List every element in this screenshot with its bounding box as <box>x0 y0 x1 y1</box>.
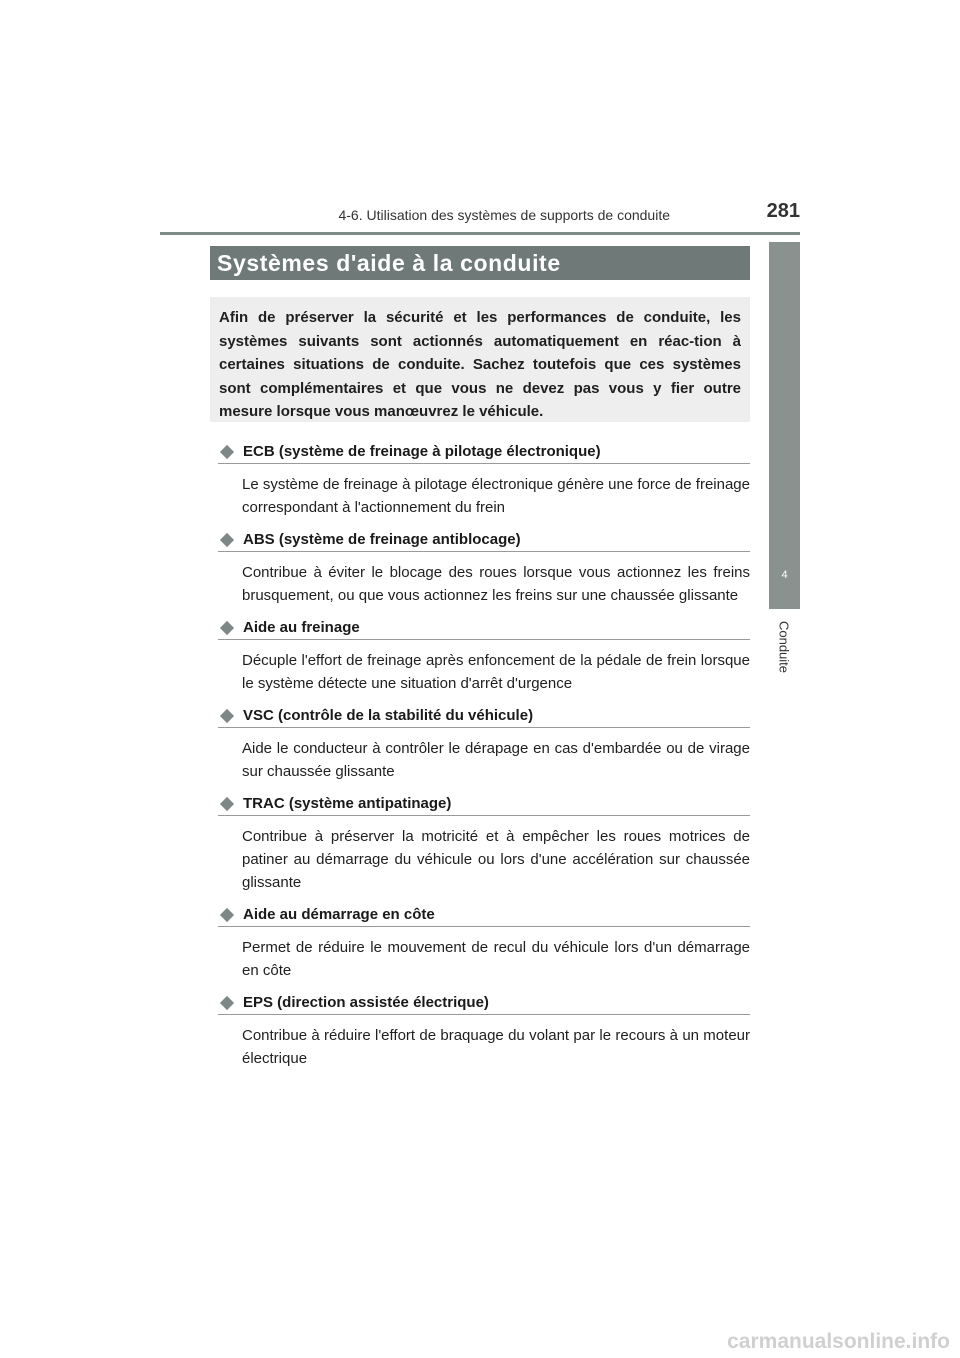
intro-text: Afin de préserver la sécurité et les performances de conduite, les systèmes suivants sont actionnés automatiquement en réac-tion à certaines situations de conduite. Sachez toutefois que ces systèmes sont complémentaires et que vous ne devez pas vous y fier outre mesure lorsque vous manœuvrez le véhicule. <box>219 309 741 420</box>
feature-heading <box>218 991 750 1015</box>
feature-title: Aide au démarrage en côte <box>243 906 435 923</box>
feature-title: ABS (système de freinage antiblocage) <box>243 531 521 548</box>
diamond-bullet-icon <box>220 796 234 810</box>
feature-description: Permet de réduire le mouvement de recul du véhicule lors d'un démarrage en côte <box>242 939 750 979</box>
section-title: Systèmes d'aide à la conduite <box>217 250 561 276</box>
intro-box <box>210 297 750 422</box>
chapter-number: 4 <box>781 569 788 581</box>
feature-description: Contribue à éviter le blocage des roues lorsque vous actionnez les freins brusquement, ou que vous actionnez les freins sur une chaussée glissante <box>242 564 750 604</box>
watermark: carmanualsonline.info <box>727 1330 950 1353</box>
feature-heading <box>218 528 750 552</box>
feature-item-hill-start <box>218 903 750 982</box>
chapter-tab <box>769 242 800 609</box>
feature-item-abs <box>218 528 750 607</box>
feature-description: Aide le conducteur à contrôler le dérapage en cas d'embardée ou de virage sur chaussée glissante <box>242 740 750 780</box>
page-number: 281 <box>766 200 800 222</box>
feature-item-trac <box>218 792 750 894</box>
feature-heading <box>218 903 750 927</box>
feature-title: EPS (direction assistée électrique) <box>243 994 489 1011</box>
feature-description: Contribue à réduire l'effort de braquage du volant par le recours à un moteur électrique <box>242 1027 750 1067</box>
feature-item-vsc <box>218 704 750 783</box>
feature-item-brake-assist <box>218 616 750 695</box>
diamond-bullet-icon <box>220 620 234 634</box>
diamond-bullet-icon <box>220 532 234 546</box>
feature-item-ecb <box>218 440 750 519</box>
feature-description: Contribue à préserver la motricité et à empêcher les roues motrices de patiner au démarrage du véhicule ou lors d'une accélération sur chaussée glissante <box>242 828 750 891</box>
feature-item-eps <box>218 991 750 1070</box>
feature-heading <box>218 440 750 464</box>
feature-title: ECB (système de freinage à pilotage électronique) <box>243 443 601 460</box>
chapter-label: Conduite <box>776 620 792 674</box>
diamond-bullet-icon <box>220 907 234 921</box>
running-header: 4-6. Utilisation des systèmes de supports de conduite <box>338 207 670 223</box>
diamond-bullet-icon <box>220 995 234 1009</box>
feature-title: Aide au freinage <box>243 619 360 636</box>
feature-title: TRAC (système antipatinage) <box>243 795 452 812</box>
diamond-bullet-icon <box>220 444 234 458</box>
feature-heading <box>218 792 750 816</box>
feature-heading <box>218 616 750 640</box>
feature-description: Le système de freinage à pilotage électronique génère une force de freinage correspondant à l'actionnement du frein <box>242 476 750 516</box>
feature-heading <box>218 704 750 728</box>
header-rule <box>160 232 800 235</box>
feature-description: Décuple l'effort de freinage après enfoncement de la pédale de frein lorsque le système détecte une situation d'arrêt d'urgence <box>242 652 750 692</box>
feature-list <box>218 440 750 1079</box>
diamond-bullet-icon <box>220 708 234 722</box>
feature-title: VSC (contrôle de la stabilité du véhicule) <box>243 707 534 724</box>
